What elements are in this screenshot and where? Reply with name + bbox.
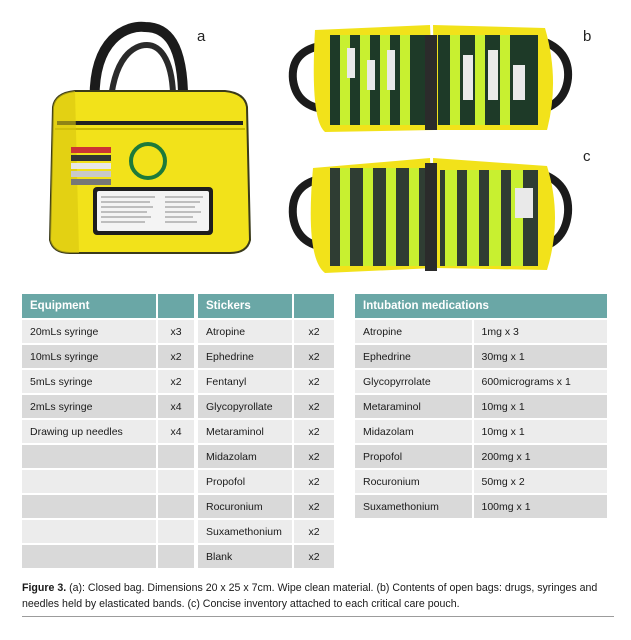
sticker-qty-cell: x2	[294, 520, 334, 543]
caption-divider	[22, 616, 614, 617]
equipment-qty-cell: x2	[158, 370, 194, 393]
sticker-item-cell: Midazolam	[198, 445, 292, 468]
sticker-item-cell: Metaraminol	[198, 420, 292, 443]
equipment-qty-cell: x2	[158, 345, 194, 368]
medication-dose-cell: 100mg x 1	[474, 495, 608, 518]
sticker-row	[198, 470, 334, 493]
sticker-row	[198, 445, 334, 468]
sticker-qty-cell: x2	[294, 495, 334, 518]
panel-label-c: c	[583, 148, 591, 165]
medication-dose-cell: 1mg x 3	[474, 320, 608, 343]
figure-caption-text: (a): Closed bag. Dimensions 20 x 25 x 7cm. Wipe clean material. (b) Contents of open bags: drugs, syringes and needles held by elasticated bands. (c) Concise inventory attached to each critical care pouch.	[22, 582, 598, 610]
sticker-row	[198, 520, 334, 543]
figure-caption	[22, 580, 612, 612]
sticker-item-cell: Ephedrine	[198, 345, 292, 368]
medication-drug-cell: Atropine	[355, 320, 472, 343]
sticker-item-cell: Blank	[198, 545, 292, 568]
equipment-row	[22, 445, 194, 468]
sticker-row	[198, 420, 334, 443]
equipment-item-cell	[22, 520, 156, 543]
sticker-row	[198, 495, 334, 518]
medication-row	[355, 345, 607, 368]
equipment-item-cell: 5mLs syringe	[22, 370, 156, 393]
medication-row	[355, 470, 607, 493]
equipment-qty-cell	[158, 470, 194, 493]
equipment-item-cell: 20mLs syringe	[22, 320, 156, 343]
equipment-row	[22, 345, 194, 368]
sticker-row	[198, 545, 334, 568]
stickers-header: Stickers	[198, 294, 292, 318]
equipment-row	[22, 520, 194, 543]
medication-row	[355, 445, 607, 468]
medication-dose-cell: 10mg x 1	[474, 420, 608, 443]
equipment-qty-cell	[158, 495, 194, 518]
intubation-medications-table	[353, 292, 609, 520]
equipment-item-cell: Drawing up needles	[22, 420, 156, 443]
equipment-item-cell	[22, 470, 156, 493]
equipment-row	[22, 545, 194, 568]
medication-row	[355, 370, 607, 393]
equipment-qty-cell: x4	[158, 395, 194, 418]
sticker-row	[198, 345, 334, 368]
medication-drug-cell: Metaraminol	[355, 395, 472, 418]
medication-drug-cell: Ephedrine	[355, 345, 472, 368]
intubation-header: Intubation medications	[355, 294, 607, 318]
medication-row	[355, 495, 607, 518]
sticker-qty-cell: x2	[294, 370, 334, 393]
sticker-row	[198, 370, 334, 393]
equipment-table	[20, 292, 196, 570]
sticker-item-cell: Propofol	[198, 470, 292, 493]
medication-dose-cell: 600micrograms x 1	[474, 370, 608, 393]
figure-label: Figure 3.	[22, 582, 67, 594]
stickers-header-row	[198, 294, 334, 318]
open-bag-syringes-photo	[285, 148, 575, 278]
intubation-header-row	[355, 294, 607, 318]
panel-label-b: b	[583, 28, 592, 45]
equipment-qty-cell: x4	[158, 420, 194, 443]
equipment-item-cell	[22, 445, 156, 468]
sticker-qty-cell: x2	[294, 445, 334, 468]
medication-drug-cell: Propofol	[355, 445, 472, 468]
equipment-header-row	[22, 294, 194, 318]
sticker-item-cell: Fentanyl	[198, 370, 292, 393]
medication-row	[355, 320, 607, 343]
equipment-item-cell: 2mLs syringe	[22, 395, 156, 418]
sticker-item-cell: Atropine	[198, 320, 292, 343]
closed-bag-photo	[35, 15, 265, 260]
equipment-item-cell	[22, 545, 156, 568]
medication-drug-cell: Midazolam	[355, 420, 472, 443]
sticker-row	[198, 395, 334, 418]
equipment-row	[22, 495, 194, 518]
sticker-qty-cell: x2	[294, 420, 334, 443]
sticker-qty-cell: x2	[294, 545, 334, 568]
sticker-qty-cell: x2	[294, 320, 334, 343]
medication-drug-cell: Suxamethonium	[355, 495, 472, 518]
equipment-row	[22, 320, 194, 343]
equipment-item-cell: 10mLs syringe	[22, 345, 156, 368]
equipment-qty-cell	[158, 545, 194, 568]
stickers-qty-header	[294, 294, 334, 318]
medication-dose-cell: 200mg x 1	[474, 445, 608, 468]
medication-dose-cell: 30mg x 1	[474, 345, 608, 368]
equipment-row	[22, 370, 194, 393]
sticker-qty-cell: x2	[294, 395, 334, 418]
equipment-header: Equipment	[22, 294, 156, 318]
equipment-qty-cell: x3	[158, 320, 194, 343]
sticker-item-cell: Rocuronium	[198, 495, 292, 518]
panel-label-a: a	[197, 28, 206, 45]
equipment-row	[22, 395, 194, 418]
sticker-item-cell: Glycopyrollate	[198, 395, 292, 418]
equipment-row	[22, 420, 194, 443]
equipment-row	[22, 470, 194, 493]
sticker-qty-cell: x2	[294, 345, 334, 368]
medication-dose-cell: 10mg x 1	[474, 395, 608, 418]
equipment-qty-cell	[158, 445, 194, 468]
equipment-item-cell	[22, 495, 156, 518]
sticker-row	[198, 320, 334, 343]
equipment-qty-cell	[158, 520, 194, 543]
stickers-table	[196, 292, 336, 570]
sticker-qty-cell: x2	[294, 470, 334, 493]
medication-drug-cell: Rocuronium	[355, 470, 472, 493]
medication-row	[355, 420, 607, 443]
medication-drug-cell: Glycopyrrolate	[355, 370, 472, 393]
open-bag-drugs-photo	[285, 20, 575, 135]
equipment-qty-header	[158, 294, 194, 318]
medication-dose-cell: 50mg x 2	[474, 470, 608, 493]
medication-row	[355, 395, 607, 418]
sticker-item-cell: Suxamethonium	[198, 520, 292, 543]
